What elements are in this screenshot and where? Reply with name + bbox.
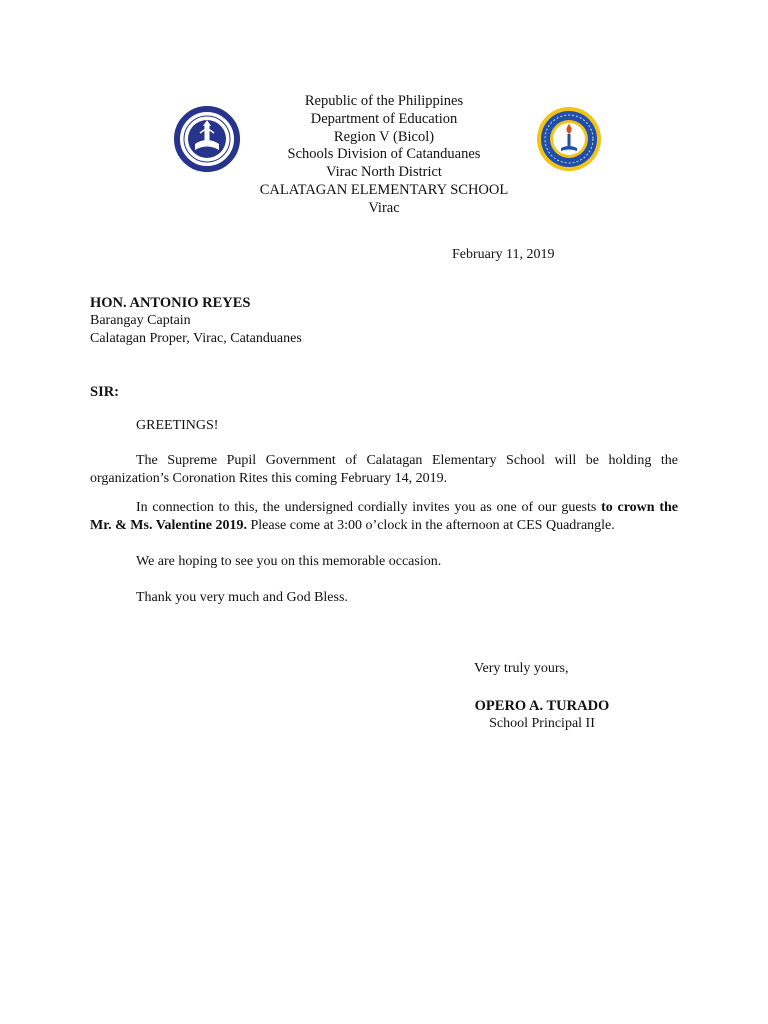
body-paragraph-1: The Supreme Pupil Government of Calatagan Elementary School will be holding the organization’s Coronation Rites this coming February 14, 2019.: [90, 453, 678, 486]
signatory-position: School Principal II: [489, 716, 595, 731]
salutation: SIR:: [90, 384, 120, 400]
recipient-title: Barangay Captain: [90, 313, 191, 328]
letter-date: February 11, 2019: [452, 247, 555, 262]
letterhead-school: CALATAGAN ELEMENTARY SCHOOL: [259, 181, 509, 198]
paragraph-2-bold: to crown the Mr. & Ms. Valentine 2019.: [90, 500, 678, 533]
letter-body: [90, 417, 678, 607]
deped-seal-icon: [174, 106, 240, 172]
signatory-block: [470, 697, 614, 733]
greeting: GREETINGS!: [136, 418, 219, 433]
letterhead-division: Schools Division of Catanduanes: [287, 146, 481, 163]
signatory-name: OPERO A. TURADO: [474, 698, 610, 714]
school-seal-icon: [536, 106, 602, 172]
letterhead-department: Department of Education: [310, 110, 458, 127]
letterhead-country: Republic of the Philippines: [304, 93, 464, 109]
recipient-block: [90, 294, 302, 348]
body-paragraph-3: We are hoping to see you on this memorable occasion.: [136, 554, 442, 569]
letterhead: [234, 93, 534, 218]
closing: Very truly yours,: [474, 661, 569, 676]
letterhead-district: Virac North District: [326, 164, 442, 181]
letterhead-town: Virac: [368, 199, 400, 216]
recipient-address: Calatagan Proper, Virac, Catanduanes: [90, 331, 302, 346]
body-paragraph-4: Thank you very much and God Bless.: [136, 590, 348, 605]
recipient-name: HON. ANTONIO REYES: [90, 295, 251, 311]
paragraph-2-end: Please come at 3:00 o’clock in the afternoon at CES Quadrangle.: [246, 518, 615, 533]
body-paragraph-2: [90, 499, 678, 535]
paragraph-2-start: In connection to this, the undersigned cordially invites you as one of our guests: [136, 500, 602, 515]
letterhead-region: Region V (Bicol): [333, 128, 435, 145]
